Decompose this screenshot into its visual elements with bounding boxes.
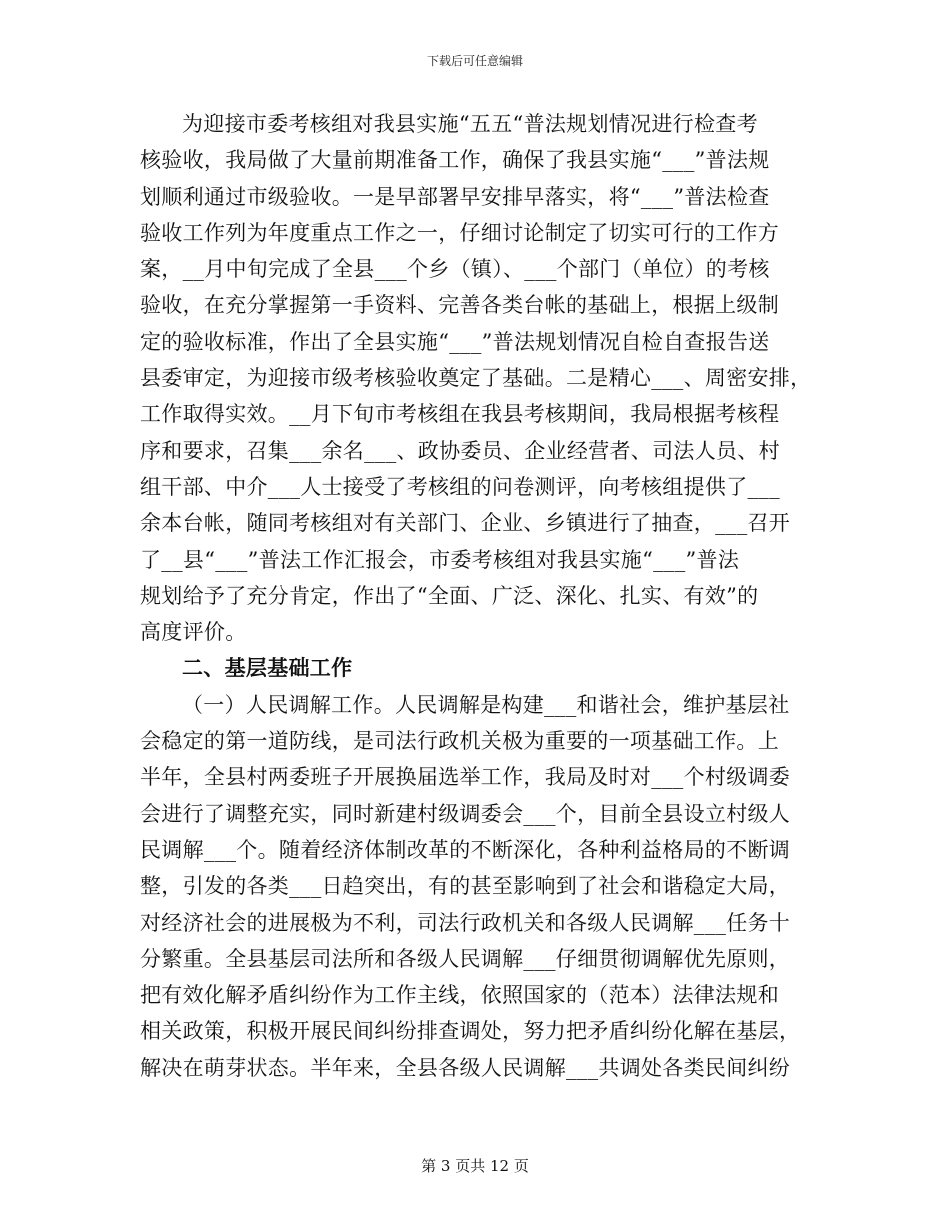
- page-header: 下载后可任意编辑: [426, 54, 523, 68]
- paragraph-line: 相关政策，积极开展民间纠纷排查调处，努力把矛盾纠纷化解在基层，: [140, 1019, 801, 1044]
- paragraph-line: 工作取得实效。__月下旬市考核组在我县考核期间，我局根据考核程: [140, 402, 780, 427]
- paragraph-line: 核验收，我局做了大量前期准备工作，确保了我县实施“___”普法规: [140, 148, 770, 173]
- paragraph-line: （一）人民调解工作。人民调解是构建___和谐社会，维护基层社: [182, 692, 790, 717]
- paragraph-line: 案，__月中旬完成了全县___个乡（镇）、___个部门（单位）的考核: [140, 257, 770, 282]
- paragraph-line: 为迎接市委考核组对我县实施“五五“普法规划情况进行检查考: [182, 112, 758, 136]
- paragraph-line: 整，引发的各类___日趋突出，有的甚至影响到了社会和谐稳定大局，: [140, 874, 791, 899]
- paragraph-line: 规划给予了充分肯定，作出了“全面、广泛、深化、扎实、有效”的: [140, 583, 759, 608]
- paragraph-line: 定的验收标准，作出了全县实施“___”普法规划情况自检自查报告送: [140, 329, 770, 354]
- paragraph-line: 验收工作列为年度重点工作之一，仔细讨论制定了切实可行的工作方: [140, 220, 779, 245]
- paragraph-line: 了__县“___”普法工作汇报会，市委考核组对我县实施“___”普法: [140, 547, 740, 572]
- paragraph-line: 县委审定，为迎接市级考核验收奠定了基础。二是精心___、周密安排，: [140, 366, 812, 391]
- paragraph-line: 验收，在充分掌握第一手资料、完善各类台帐的基础上，根据上级制: [140, 293, 779, 318]
- paragraph-line: 解决在萌芽状态。半年来，全县各级人民调解___共调处各类民间纠纷: [140, 1055, 791, 1080]
- paragraph-line: 余本台帐，随同考核组对有关部门、企业、乡镇进行了抽查，___召开: [140, 511, 791, 536]
- paragraph-line: 高度评价。: [140, 620, 247, 645]
- page-number: 第 3 页共 12 页: [421, 1157, 529, 1175]
- section-heading: 二、基层基础工作: [182, 655, 353, 681]
- document-body: [140, 106, 820, 1086]
- paragraph-line: 序和要求，召集___余名___、政协委员、企业经营者、司法人员、村: [140, 438, 780, 463]
- paragraph-line: 分繁重。全县基层司法所和各级人民调解___仔细贯彻调解优先原则，: [140, 946, 791, 971]
- paragraph-line: 会进行了调整充实，同时新建村级调委会___个，目前全县设立村级人: [140, 801, 791, 826]
- paragraph-line: 划顺利通过市级验收。一是早部署早安排早落实，将“___”普法检查: [140, 184, 770, 209]
- paragraph-line: 半年，全县村两委班子开展换届选举工作，我局及时对___个村级调委: [140, 765, 791, 790]
- paragraph-line: 会稳定的第一道防线，是司法行政机关极为重要的一项基础工作。上: [140, 729, 779, 754]
- paragraph-line: 组干部、中介___人士接受了考核组的问卷测评，向考核组提供了___: [140, 474, 780, 499]
- paragraph-line: 把有效化解矛盾纠纷作为工作主线，依照国家的（范本）法律法规和: [140, 983, 779, 1008]
- paragraph-line: 民调解___个。随着经济体制改革的不断深化，各种利益格局的不断调: [140, 837, 791, 862]
- paragraph-line: 对经济社会的进展极为不利，司法行政机关和各级人民调解___任务十: [140, 910, 791, 935]
